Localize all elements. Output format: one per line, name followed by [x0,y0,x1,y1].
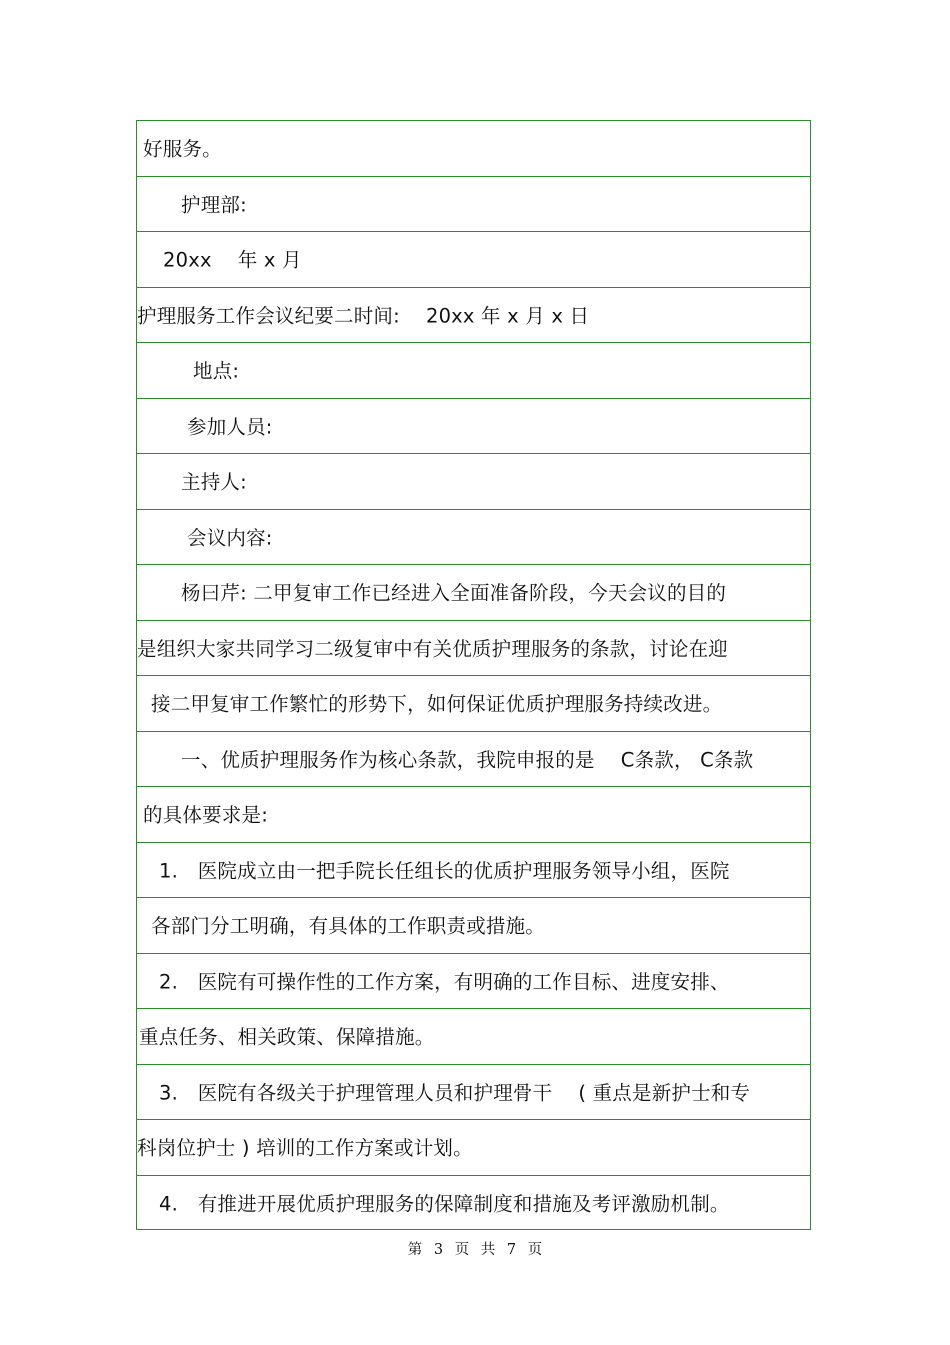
table-row [137,454,810,510]
row-text: 会议内容: [187,526,273,550]
table-row [137,1009,810,1065]
row-text: 好服务。 [143,137,222,161]
row-text: 地点: [193,359,240,383]
table-row [137,676,810,732]
table-row [137,288,810,344]
row-text: 接二甲复审工作繁忙的形势下，如何保证优质护理服务持续改进。 [151,692,723,716]
row-text: 主持人: [181,470,247,494]
table-row [137,1120,810,1176]
row-text: 一、优质护理服务作为核心条款，我院申报的是 C条款， C条款 [181,748,754,772]
row-text: 2. 医院有可操作性的工作方案，有明确的工作目标、进度安排、 [159,970,730,994]
row-text: 护理部: [181,193,247,217]
row-text: 3. 医院有各级关于护理管理人员和护理骨干 ( 重点是新护士和专 [159,1081,751,1105]
row-text: 4. 有推进开展优质护理服务的保障制度和措施及考评激励机制。 [159,1192,730,1216]
table-row [137,1065,810,1121]
row-text: 重点任务、相关政策、保障措施。 [139,1025,435,1049]
table-row [137,843,810,899]
row-text: 20xx 年 x 月 [163,248,302,272]
row-text: 护理服务工作会议纪要二时间: 20xx 年 x 月 x 日 [137,304,590,328]
table-row [137,787,810,843]
table-row [137,621,810,677]
table-row [137,121,810,177]
row-text: 各部门分工明确，有具体的工作职责或措施。 [151,914,546,938]
table-row [137,177,810,233]
table-row [137,732,810,788]
table-row [137,954,810,1010]
table-row [137,399,810,455]
table-row [137,898,810,954]
row-text: 科岗位护士 ) 培训的工作方案或计划。 [137,1136,473,1160]
table-row [137,510,810,566]
table-row [137,565,810,621]
table-row [137,1176,810,1232]
row-text: 1. 医院成立由一把手院长任组长的优质护理服务领导小组，医院 [159,859,730,883]
row-text: 的具体要求是: [143,803,268,827]
row-text: 杨曰芹: 二甲复审工作已经进入全面准备阶段，今天会议的目的 [181,581,727,605]
page-footer: 第 3 页 共 7 页 [407,1242,543,1258]
row-text: 参加人员: [187,415,273,439]
table-row [137,232,810,288]
document-table [136,120,811,1230]
table-row [137,343,810,399]
row-text: 是组织大家共同学习二级复审中有关优质护理服务的条款，讨论在迎 [137,637,729,661]
